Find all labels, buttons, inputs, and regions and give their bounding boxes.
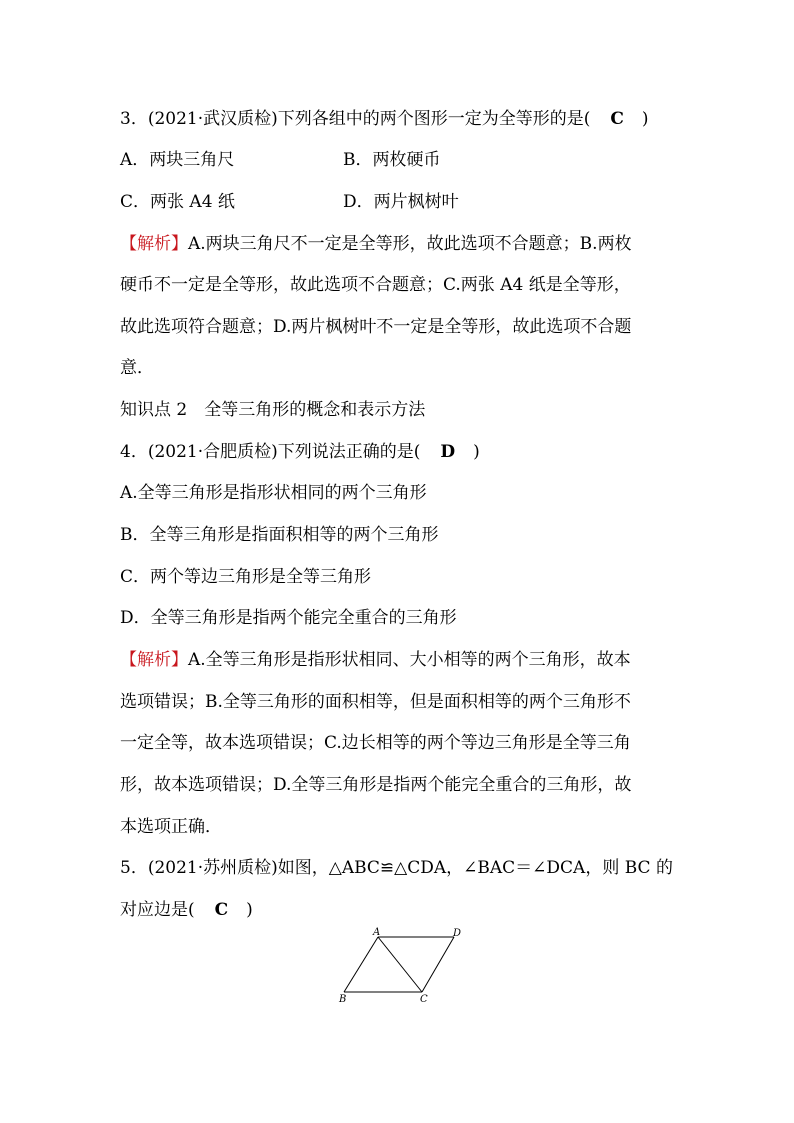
q3-analysis-line-4: 意． [120,358,154,378]
q3-analysis-tag: 【解析】 [120,234,188,254]
q3-option-d: D．两片枫树叶 [343,192,459,212]
q4-option-c: C．两个等边三角形是全等三角形 [120,567,372,587]
q3-analysis-line-2: 硬币不一定是全等形，故此选项不合题意；C.两张 A4 纸是全等形， [120,275,631,295]
q5-stem-line-1: 5．(2021·苏州质检)如图，△ABC≌△CDA，∠BAC＝∠DCA，则 BC 的 [120,858,673,878]
q4-analysis-tag: 【解析】 [120,650,188,670]
q4-analysis-line-1: 【解析】A.全等三角形是指形状相同、大小相等的两个三角形，故本 [120,650,631,670]
q4-stem: 4．(2021·合肥质检)下列说法正确的是( D ) [120,442,480,462]
q3-option-b: B．两枚硬币 [343,150,441,170]
q4-analysis-line-5: 本选项正确． [120,817,222,837]
q4-option-b: B．全等三角形是指面积相等的两个三角形 [120,525,439,545]
q4-analysis-line-2: 选项错误；B.全等三角形的面积相等，但是面积相等的两个三角形不 [120,692,631,712]
q4-option-a: A.全等三角形是指形状相同的两个三角形 [120,483,427,503]
segment-dc [422,937,454,992]
vertex-label-c: C [420,994,428,1005]
q4-analysis-line-4: 形，故本选项错误；D.全等三角形是指两个能完全重合的三角形，故 [120,775,632,795]
q3-answer: C [610,109,624,129]
segment-ab [344,937,378,992]
parallelogram-figure [330,925,470,1010]
q3-option-c: C．两张 A4 纸 [120,192,235,212]
q3-option-a: A．两块三角尺 [120,150,235,170]
q4-option-d: D．全等三角形是指两个能完全重合的三角形 [120,608,457,628]
q3-analysis-line-1: 【解析】A.两块三角尺不一定是全等形，故此选项不合题意；B.两枚 [120,234,632,254]
q3-analysis-line-3: 故此选项符合题意；D.两片枫树叶不一定是全等形，故此选项不合题 [120,317,632,337]
q4-answer: D [440,442,456,462]
knowledge-point-heading: 知识点 2 全等三角形的概念和表示方法 [120,400,426,420]
q4-analysis-line-3: 一定全等，故本选项错误；C.边长相等的两个等边三角形是全等三角 [120,733,631,753]
vertex-label-a: A [373,927,381,938]
vertex-label-b: B [339,994,347,1005]
q5-answer: C [214,900,229,920]
diagonal-ac [378,937,422,992]
vertex-label-d: D [453,928,462,939]
q5-stem-line-2: 对应边是( C ) [120,900,253,920]
q3-stem: 3．(2021·武汉质检)下列各组中的两个图形一定为全等形的是( C ) [120,109,649,129]
